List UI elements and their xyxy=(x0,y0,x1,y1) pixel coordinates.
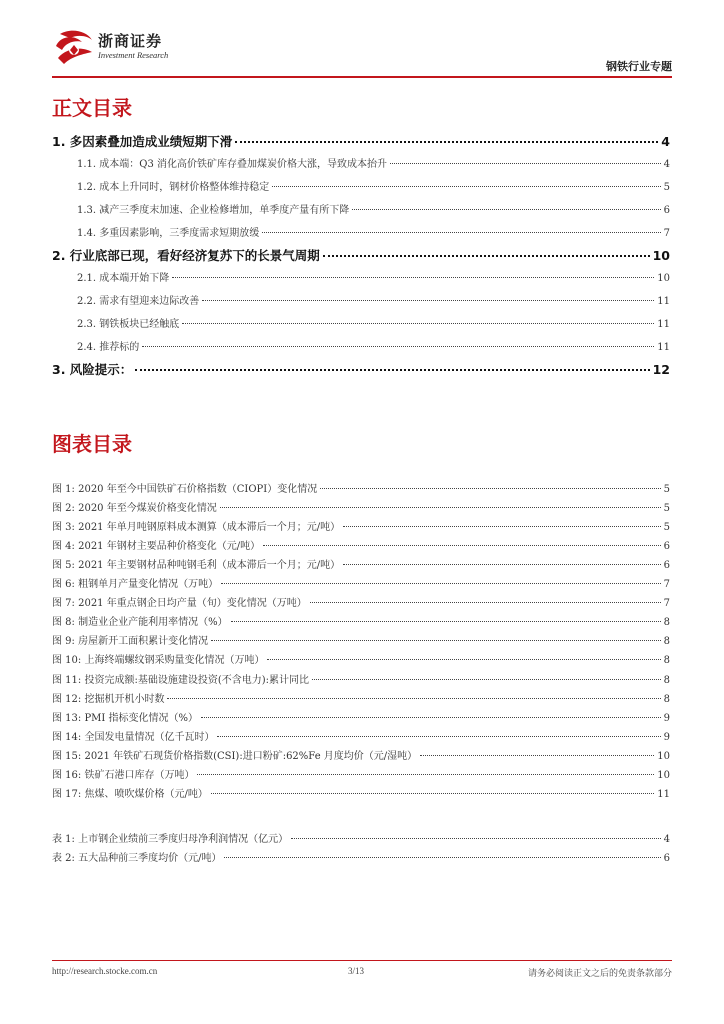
dot-leader xyxy=(272,186,660,187)
toc-entry-page: 6 xyxy=(663,853,670,864)
toc-entry-page: 6 xyxy=(663,541,670,553)
toc-entry[interactable] xyxy=(52,480,670,495)
toc-entry[interactable] xyxy=(52,155,670,170)
dot-leader xyxy=(262,232,660,233)
dot-leader xyxy=(231,621,661,622)
toc-entry[interactable] xyxy=(52,747,670,762)
toc-entry[interactable] xyxy=(52,292,670,307)
toc-entry[interactable] xyxy=(52,785,670,800)
toc-entry-page: 8 xyxy=(663,674,670,686)
toc-entry[interactable] xyxy=(52,315,670,330)
toc-entry-page: 8 xyxy=(663,636,670,648)
dot-leader xyxy=(142,346,654,347)
toc-entry-page: 9 xyxy=(663,712,670,724)
dot-leader xyxy=(310,602,661,603)
toc-entry-page: 4 xyxy=(661,134,670,149)
dot-leader xyxy=(320,488,660,489)
toc-entry-label: 图 5: 2021 年主要钢材品种吨钢毛利（成本滞后一个月；元/吨） xyxy=(52,560,341,572)
dot-leader xyxy=(202,300,654,301)
toc-entry[interactable] xyxy=(52,518,670,533)
toc-entry-label: 图 2: 2020 年至今煤炭价格变化情况 xyxy=(52,503,217,515)
toc-entry-label: 图 10: 上海终端螺纹钢采购量变化情况（万吨） xyxy=(52,655,265,667)
toc-entry-label: 1.4. 多重因素影响，三季度需求短期放缓 xyxy=(77,228,260,239)
toc-entry-label: 图 3: 2021 年单月吨钢原料成本测算（成本滞后一个月；元/吨） xyxy=(52,522,341,534)
footer-url[interactable]: http://research.stocke.com.cn xyxy=(52,966,158,976)
toc-entry[interactable] xyxy=(52,728,670,743)
toc-entry[interactable] xyxy=(52,556,670,571)
toc-entry-label: 图 4: 2021 年钢材主要品种价格变化（元/吨） xyxy=(52,541,261,553)
toc-entry[interactable] xyxy=(52,360,670,378)
toc-entry[interactable] xyxy=(52,224,670,239)
toc-entry-label: 表 1: 上市钢企业绩前三季度归母净利润情况（亿元） xyxy=(52,834,289,845)
dot-leader xyxy=(220,507,661,508)
footer-divider xyxy=(52,960,672,961)
toc-entry-page: 11 xyxy=(657,788,670,800)
toc-entry-page: 10 xyxy=(652,248,670,263)
toc-entry-label: 3. 风险提示： xyxy=(52,362,133,377)
page-header xyxy=(52,26,672,78)
toc-entry[interactable] xyxy=(52,499,670,514)
toc-entry-page: 6 xyxy=(663,560,670,572)
toc-entry-page: 11 xyxy=(657,342,670,353)
dot-leader xyxy=(172,277,654,278)
dot-leader xyxy=(201,717,661,718)
dot-leader xyxy=(235,141,658,143)
dot-leader xyxy=(312,679,661,680)
page-number: 3/13 xyxy=(348,966,365,976)
header-divider xyxy=(52,76,672,78)
toc-entry[interactable] xyxy=(52,575,670,590)
toc-entry-label: 图 7: 2021 年重点钢企日均产量（旬）变化情况（万吨） xyxy=(52,598,307,610)
dot-leader xyxy=(343,526,661,527)
toc-entry-label: 图 11: 投资完成额:基础设施建设投资(不含电力):累计同比 xyxy=(52,674,309,686)
dot-leader xyxy=(291,838,661,839)
toc-entry[interactable] xyxy=(52,709,670,724)
dot-leader xyxy=(167,698,660,699)
dot-leader xyxy=(221,583,661,584)
toc-entry[interactable] xyxy=(52,690,670,705)
dot-leader xyxy=(352,209,660,210)
toc-entry-page: 7 xyxy=(663,579,670,591)
dot-leader xyxy=(211,640,661,641)
figures-toc-title: 图表目录 xyxy=(52,432,132,456)
toc-entry-label: 1.3. 减产三季度末加速、企业检修增加，单季度产量有所下降 xyxy=(77,205,350,216)
brand-name-cn: 浙商证券 xyxy=(98,32,163,50)
dot-leader xyxy=(420,755,654,756)
toc-entry-page: 10 xyxy=(657,769,670,781)
toc-entry-page: 5 xyxy=(663,484,670,495)
toc-entry-label: 1.1. 成本端：Q3 消化高价铁矿库存叠加煤炭价格大涨，导致成本抬升 xyxy=(77,159,387,170)
brand-name-en: Investment Research xyxy=(98,50,169,60)
toc-entry-page: 10 xyxy=(657,750,670,762)
toc-entry-page: 11 xyxy=(657,296,670,307)
toc-entry-page: 5 xyxy=(663,503,670,515)
toc-entry[interactable] xyxy=(52,632,670,647)
toc-entry-page: 12 xyxy=(652,362,670,377)
toc-entry-page: 7 xyxy=(663,598,670,610)
toc-entry-label: 图 14: 全国发电量情况（亿千瓦时） xyxy=(52,731,215,743)
toc-entry-label: 图 17: 焦煤、喷吹煤价格（元/吨） xyxy=(52,788,208,800)
toc-entry-page: 5 xyxy=(663,182,670,193)
toc-entry[interactable] xyxy=(52,246,670,264)
toc-entry[interactable] xyxy=(52,537,670,552)
dot-leader xyxy=(323,255,650,257)
toc-entry-page: 11 xyxy=(657,319,670,330)
dot-leader xyxy=(343,564,661,565)
report-type: 钢铁行业专题 xyxy=(606,60,672,73)
toc-entry-page: 5 xyxy=(663,522,670,534)
toc-entry-label: 2.2. 需求有望迎来边际改善 xyxy=(77,296,200,307)
toc-entry-label: 图 16: 铁矿石港口库存（万吨） xyxy=(52,769,195,781)
zheshang-logo-icon xyxy=(52,28,96,68)
dot-leader xyxy=(182,323,654,324)
toc-entry[interactable] xyxy=(52,178,670,193)
toc-entry[interactable] xyxy=(52,269,670,284)
toc-entry-label: 表 2: 五大品种前三季度均价（元/吨） xyxy=(52,853,222,864)
toc-entry-label: 图 15: 2021 年铁矿石现货价格指数(CSI):进口粉矿:62%Fe 月度均价（元/湿吨） xyxy=(52,750,418,762)
toc-entry-label: 1.2. 成本上升同时，钢材价格整体维持稳定 xyxy=(77,182,270,193)
toc-entry-page: 7 xyxy=(663,228,670,239)
dot-leader xyxy=(217,736,660,737)
toc-entry-label: 2.4. 推荐标的 xyxy=(77,342,140,353)
toc-entry-label: 2. 行业底部已现，看好经济复苏下的长景气周期 xyxy=(52,248,320,263)
dot-leader xyxy=(135,369,649,371)
dot-leader xyxy=(197,774,654,775)
dot-leader xyxy=(267,659,660,660)
dot-leader xyxy=(263,545,661,546)
dot-leader xyxy=(224,857,660,858)
toc-entry-label: 1. 多因素叠加造成业绩短期下滑 xyxy=(52,134,233,149)
toc-entry-label: 图 8: 制造业企业产能利用率情况（%） xyxy=(52,617,228,629)
toc-entry[interactable] xyxy=(52,651,670,666)
toc-entry-page: 8 xyxy=(663,655,670,667)
toc-title: 正文目录 xyxy=(52,96,132,120)
toc-entry[interactable] xyxy=(52,766,670,781)
dot-leader xyxy=(211,793,654,794)
toc-entry-page: 4 xyxy=(663,834,670,845)
dot-leader xyxy=(390,163,661,164)
toc-entry-label: 图 1: 2020 年至今中国铁矿石价格指数（CIOPI）变化情况 xyxy=(52,484,318,495)
toc-entry-page: 6 xyxy=(663,205,670,216)
toc-entry-page: 8 xyxy=(663,617,670,629)
footer-disclaimer: 请务必阅读正文之后的免责条款部分 xyxy=(527,969,672,979)
toc-entry-label: 图 12: 挖掘机开机小时数 xyxy=(52,693,165,705)
toc-entry-page: 8 xyxy=(663,693,670,705)
toc-entry[interactable] xyxy=(52,671,670,686)
toc-entry[interactable] xyxy=(52,201,670,216)
toc-entry-label: 2.1. 成本端开始下降 xyxy=(77,273,170,284)
toc-entry-page: 10 xyxy=(657,273,670,284)
toc-entry-label: 2.3. 钢铁板块已经触底 xyxy=(77,319,180,330)
toc-entry[interactable] xyxy=(52,132,670,150)
toc-entry[interactable] xyxy=(52,338,670,353)
toc-entry-label: 图 9: 房屋新开工面积累计变化情况 xyxy=(52,636,209,648)
toc-entry[interactable] xyxy=(52,594,670,609)
toc-entry[interactable] xyxy=(52,849,670,864)
toc-entry-label: 图 13: PMI 指标变化情况（%） xyxy=(52,712,199,724)
toc-entry[interactable] xyxy=(52,613,670,628)
toc-entry-page: 4 xyxy=(663,159,670,170)
toc-entry-label: 图 6: 粗钢单月产量变化情况（万吨） xyxy=(52,579,219,591)
toc-entry[interactable] xyxy=(52,830,670,845)
toc-entry-page: 9 xyxy=(663,731,670,743)
